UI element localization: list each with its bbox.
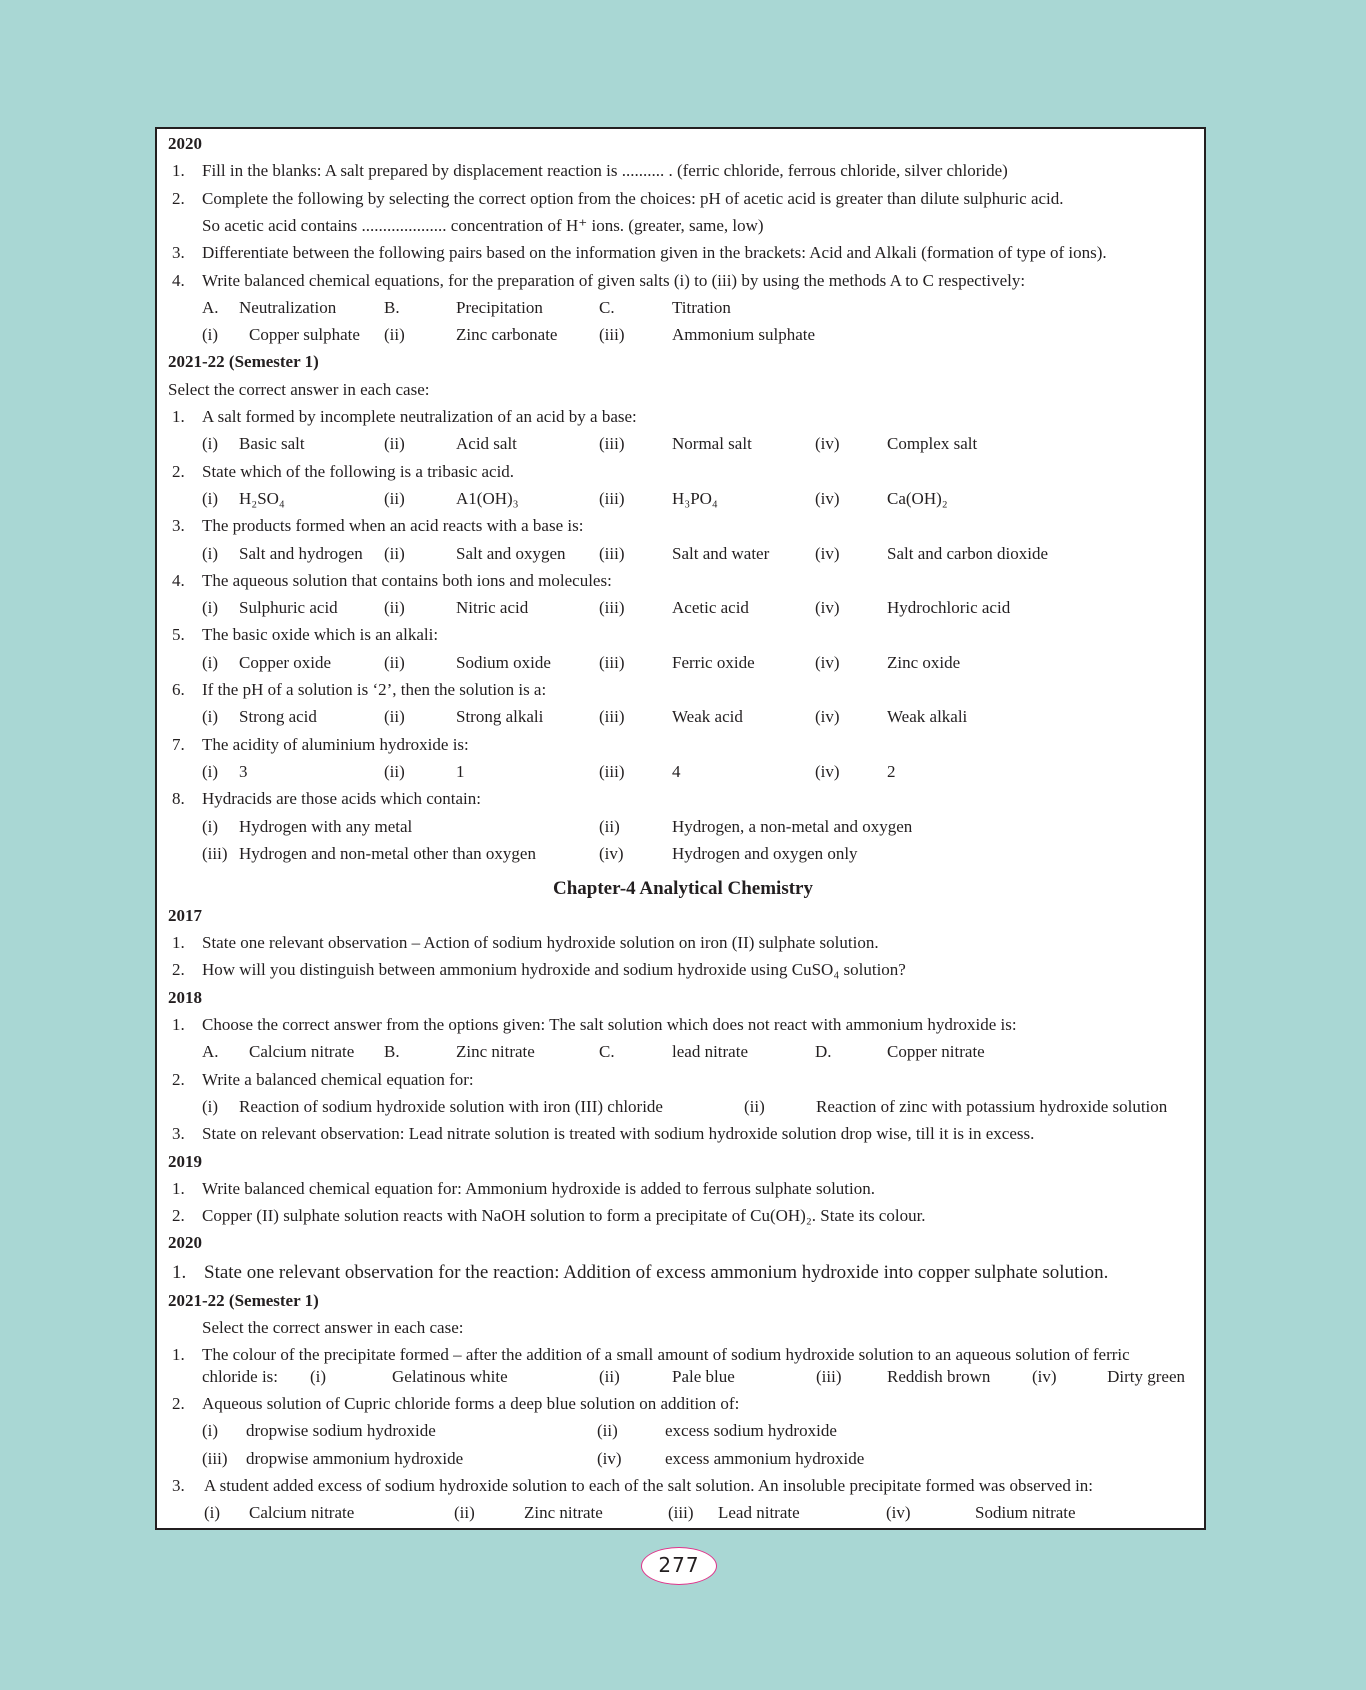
option-label: (iv) <box>599 843 624 863</box>
option-label: (iii) <box>202 843 228 863</box>
instruction-text: Select the correct answer in each case: <box>168 379 430 399</box>
option-text: chloride is: <box>202 1366 279 1386</box>
option-text: Weak acid <box>672 707 743 727</box>
option-text: Acid salt <box>456 434 517 454</box>
question-text: Complete the following by selecting the correct option from the choices: pH of acetic acid is greater than dilute sulphuric acid. <box>202 188 1064 208</box>
option-text: Hydrogen, a non-metal and oxygen <box>672 816 913 836</box>
question-number: 2. <box>172 1069 185 1089</box>
year-heading: 2021-22 (Semester 1) <box>168 352 319 372</box>
section-year-heading <box>0 1231 1366 1255</box>
option-text: Calcium nitrate <box>249 1503 355 1523</box>
question-text: The basic oxide which is an alkali: <box>202 625 439 645</box>
option-label: (iii) <box>816 1366 842 1386</box>
option-label: (iv) <box>815 761 840 781</box>
question-row <box>0 514 1366 538</box>
option-label: (ii) <box>384 488 405 508</box>
option-label: (ii) <box>599 816 620 836</box>
options-row <box>0 323 1366 347</box>
option-text: Calcium nitrate <box>249 1042 355 1062</box>
question-row <box>0 405 1366 429</box>
question-row <box>0 1316 1366 1340</box>
options-row <box>0 542 1366 566</box>
option-text: Hydrogen and non-metal other than oxygen <box>239 843 536 863</box>
option-label: A. <box>202 297 219 317</box>
option-label: (ii) <box>384 543 405 563</box>
option-text: Ferric oxide <box>672 652 755 672</box>
option-label: (iv) <box>597 1448 622 1468</box>
question-text: Hydracids are those acids which contain: <box>202 789 481 809</box>
options-row <box>0 1095 1366 1119</box>
question-text: A salt formed by incomplete neutralization of an acid by a base: <box>202 407 637 426</box>
options-row <box>0 1501 1366 1525</box>
question-number: 3. <box>172 243 185 263</box>
question-row <box>0 958 1366 982</box>
question-row <box>0 1392 1366 1416</box>
option-label: (iv) <box>815 488 840 508</box>
option-label: (iii) <box>599 598 625 618</box>
option-label: (ii) <box>454 1503 475 1523</box>
option-text: Lead nitrate <box>718 1503 800 1523</box>
options-row <box>0 705 1366 729</box>
option-text: Strong alkali <box>456 707 544 727</box>
options-row <box>0 815 1366 839</box>
question-text: How will you distinguish between ammonium hydroxide and sodium hydroxide using CuSO₄ solution? <box>202 960 906 980</box>
option-text: Copper nitrate <box>887 1042 985 1062</box>
option-text: excess sodium hydroxide <box>665 1421 837 1441</box>
section-year-heading <box>0 1150 1366 1174</box>
option-label: (ii) <box>384 325 405 345</box>
question-row <box>0 1343 1366 1367</box>
question-text: Select the correct answer in each case: <box>202 1318 464 1337</box>
question-text: If the pH of a solution is ‘2’, then the solution is a: <box>202 680 547 699</box>
option-label: (iii) <box>599 707 625 727</box>
option-text: dropwise ammonium hydroxide <box>246 1448 464 1468</box>
option-text: Strong acid <box>239 707 317 727</box>
option-text: 2 <box>887 761 896 781</box>
options-row <box>0 487 1366 511</box>
option-label: (iv) <box>815 543 840 563</box>
question-number: 3. <box>172 1124 185 1144</box>
question-text: A student added excess of sodium hydroxide solution to each of the salt solution. An insoluble precipitate formed was observed in: <box>204 1476 1094 1495</box>
question-number: 4. <box>172 570 185 590</box>
option-text: Hydrogen and oxygen only <box>672 843 858 863</box>
question-text: Aqueous solution of Cupric chloride forms a deep blue solution on addition of: <box>202 1394 740 1414</box>
section-year-heading <box>0 132 1366 156</box>
option-label: (i) <box>202 761 219 781</box>
option-label: (i) <box>202 434 219 454</box>
question-row <box>0 241 1366 265</box>
question-row <box>0 623 1366 647</box>
question-text: Write a balanced chemical equation for: <box>202 1069 474 1089</box>
option-label: C. <box>599 297 615 317</box>
option-text: Salt and hydrogen <box>239 543 363 563</box>
option-text: Neutralization <box>239 297 337 317</box>
option-label: (ii) <box>384 761 405 781</box>
question-number: 3. <box>172 1476 185 1495</box>
option-text: Pale blue <box>672 1366 735 1386</box>
question-text: The products formed when an acid reacts with a base is: <box>202 516 584 536</box>
question-text: State one relevant observation – Action of sodium hydroxide solution on iron (II) sulphate solution. <box>202 933 879 953</box>
options-row <box>0 1419 1366 1443</box>
option-text: Zinc nitrate <box>524 1503 603 1523</box>
year-heading: 2018 <box>168 987 202 1007</box>
option-label: (iii) <box>599 543 625 563</box>
section-year-heading <box>0 986 1366 1010</box>
option-label: (iii) <box>599 652 625 672</box>
question-row <box>0 931 1366 955</box>
question-row <box>0 1013 1366 1037</box>
option-label: (iii) <box>599 325 625 345</box>
option-label: (iv) <box>815 434 840 454</box>
option-label: (ii) <box>384 707 405 727</box>
question-text: Write balanced chemical equations, for the preparation of given salts (i) to (iii) by using the methods A to C respectively: <box>202 270 1026 290</box>
year-heading: 2020 <box>168 134 202 153</box>
option-label: (i) <box>202 598 219 618</box>
options-row <box>0 760 1366 784</box>
option-label: (iii) <box>202 1448 228 1468</box>
question-number: 6. <box>172 680 185 699</box>
chapter-heading <box>0 877 1366 901</box>
question-text: State which of the following is a tribasic acid. <box>202 461 515 481</box>
option-text: Normal salt <box>672 434 752 454</box>
options-row <box>0 1447 1366 1471</box>
section-year-heading <box>0 350 1366 374</box>
option-label: (iii) <box>599 488 625 508</box>
option-label: (i) <box>202 1096 219 1116</box>
question-row <box>0 678 1366 702</box>
options-row <box>0 1040 1366 1064</box>
option-label: (i) <box>310 1366 327 1386</box>
option-text: Copper oxide <box>239 652 332 672</box>
question-row <box>0 787 1366 811</box>
option-text: Nitric acid <box>456 598 529 618</box>
option-text: Zinc oxide <box>887 652 961 672</box>
option-label: (i) <box>202 1421 219 1441</box>
question-row <box>0 187 1366 211</box>
option-text: lead nitrate <box>672 1042 748 1062</box>
question-row <box>0 1177 1366 1201</box>
year-heading: 2017 <box>168 905 202 925</box>
option-label: (i) <box>204 1503 221 1523</box>
option-text: Titration <box>672 297 731 317</box>
question-text: Choose the correct answer from the options given: The salt solution which does not react with ammonium hydroxide is: <box>202 1015 1017 1034</box>
option-text: Hydrogen with any metal <box>239 816 413 836</box>
option-label: (ii) <box>384 434 405 454</box>
question-number: 2. <box>172 960 185 980</box>
option-label: (iv) <box>815 652 840 672</box>
option-label: C. <box>599 1042 615 1062</box>
option-text: Acetic acid <box>672 598 749 618</box>
option-label: (iii) <box>599 434 625 454</box>
option-label: (i) <box>202 543 219 563</box>
question-number: 2. <box>172 188 185 208</box>
option-label: (i) <box>202 652 219 672</box>
option-text: Reaction of sodium hydroxide solution with iron (III) chloride <box>239 1096 663 1116</box>
option-label: (i) <box>202 816 219 836</box>
option-text: Copper sulphate <box>249 325 360 345</box>
question-text: The colour of the precipitate formed – after the addition of a small amount of sodium hydroxide solution to an aqueous solution of ferric <box>202 1345 1130 1365</box>
option-text: Reaction of zinc with potassium hydroxide solution <box>816 1096 1168 1116</box>
option-text: Hydrochloric acid <box>887 598 1011 618</box>
options-row <box>0 842 1366 866</box>
option-text: A1(OH)₃ <box>456 488 519 508</box>
options-row <box>0 1365 1366 1389</box>
question-number: 1. <box>172 161 185 181</box>
question-text: Fill in the blanks: A salt prepared by displacement reaction is .......... . (ferric chloride, ferrous chloride, silver chloride) <box>202 161 1008 181</box>
option-text: H₃PO₄ <box>672 488 718 508</box>
option-text: Salt and water <box>672 543 770 563</box>
options-row <box>0 651 1366 675</box>
option-label: (ii) <box>599 1366 620 1386</box>
options-row <box>0 432 1366 456</box>
question-row <box>0 1261 1366 1285</box>
option-text: Zinc carbonate <box>456 325 558 345</box>
year-heading: 2019 <box>168 1151 202 1171</box>
year-heading: 2021-22 (Semester 1) <box>168 1290 319 1310</box>
page-number: 277 <box>641 1547 717 1585</box>
option-text: 4 <box>672 761 681 781</box>
option-text: Reddish brown <box>887 1366 991 1386</box>
option-text: Weak alkali <box>887 707 968 727</box>
option-label: (i) <box>202 325 219 345</box>
question-number: 1. <box>172 1015 185 1034</box>
question-row <box>0 460 1366 484</box>
question-row <box>0 1122 1366 1146</box>
question-row <box>0 1068 1366 1092</box>
option-text: dropwise sodium hydroxide <box>246 1421 436 1441</box>
question-row <box>0 733 1366 757</box>
question-number: 2. <box>172 1206 185 1226</box>
option-label: (iii) <box>599 761 625 781</box>
question-number: 2. <box>172 1394 185 1414</box>
question-text: State one relevant observation for the reaction: Addition of excess ammonium hydroxide into copper sulphate solution. <box>204 1262 1109 1284</box>
option-text: Gelatinous white <box>392 1366 508 1386</box>
option-text: H₂SO₄ <box>239 488 285 508</box>
option-text: Ammonium sulphate <box>672 325 816 345</box>
question-number: 1. <box>172 1262 187 1284</box>
option-label: B. <box>384 297 400 317</box>
option-label: (ii) <box>384 598 405 618</box>
question-number: 7. <box>172 734 185 754</box>
option-label: (iv) <box>886 1503 911 1523</box>
option-text: Dirty green <box>1107 1366 1185 1386</box>
question-text: Copper (II) sulphate solution reacts with NaOH solution to form a precipitate of Cu(OH)₂. State its colour. <box>202 1206 926 1226</box>
question-text: State on relevant observation: Lead nitrate solution is treated with sodium hydroxide solution drop wise, till it is in excess. <box>202 1124 1035 1144</box>
option-text: Sodium nitrate <box>975 1503 1076 1523</box>
option-label: (ii) <box>384 652 405 672</box>
option-text: Salt and carbon dioxide <box>887 543 1048 563</box>
question-number: 1. <box>172 407 185 426</box>
options-row <box>0 296 1366 320</box>
option-text: Sulphuric acid <box>239 598 338 618</box>
section-year-heading <box>0 904 1366 928</box>
option-label: (i) <box>202 488 219 508</box>
option-text: Ca(OH)₂ <box>887 488 948 508</box>
question-row <box>0 378 1366 402</box>
section-year-heading <box>0 1289 1366 1313</box>
question-row <box>0 569 1366 593</box>
option-label: (iv) <box>815 598 840 618</box>
option-label: (ii) <box>744 1096 765 1116</box>
option-text: 3 <box>239 761 248 781</box>
option-label: D. <box>815 1042 832 1062</box>
option-label: A. <box>202 1042 219 1062</box>
option-label: (iv) <box>1032 1366 1057 1386</box>
options-row <box>0 596 1366 620</box>
option-text: Complex salt <box>887 434 978 454</box>
question-row <box>0 159 1366 183</box>
option-text: Zinc nitrate <box>456 1042 535 1062</box>
question-number: 4. <box>172 270 185 290</box>
question-row <box>0 269 1366 293</box>
option-label: (ii) <box>597 1421 618 1441</box>
option-label: B. <box>384 1042 400 1062</box>
question-number: 1. <box>172 1178 185 1198</box>
option-text: Precipitation <box>456 297 543 317</box>
question-number: 1. <box>172 933 185 953</box>
option-text: Salt and oxygen <box>456 543 566 563</box>
chapter-title: Chapter-4 Analytical Chemistry <box>553 877 813 899</box>
option-text: 1 <box>456 761 465 781</box>
question-number: 3. <box>172 516 185 536</box>
option-text: Sodium oxide <box>456 652 551 672</box>
question-text: Write balanced chemical equation for: Ammonium hydroxide is added to ferrous sulphate solution. <box>202 1178 876 1198</box>
question-text: Differentiate between the following pairs based on the information given in the brackets: Acid and Alkali (formation of type of ions). <box>202 243 1107 263</box>
question-text: So acetic acid contains .................... concentration of H⁺ ions. (greater, same, low) <box>202 215 764 235</box>
option-text: excess ammonium hydroxide <box>665 1448 865 1468</box>
option-label: (i) <box>202 707 219 727</box>
question-number: 5. <box>172 625 185 645</box>
option-label: (iii) <box>668 1503 694 1523</box>
question-text: The acidity of aluminium hydroxide is: <box>202 734 469 754</box>
year-heading: 2020 <box>168 1233 202 1253</box>
question-number: 1. <box>172 1345 185 1365</box>
question-row <box>0 214 1366 238</box>
option-text: Basic salt <box>239 434 305 454</box>
question-row <box>0 1204 1366 1228</box>
question-text: The aqueous solution that contains both ions and molecules: <box>202 570 612 590</box>
question-number: 8. <box>172 789 185 809</box>
question-number: 2. <box>172 461 185 481</box>
option-label: (iv) <box>815 707 840 727</box>
question-row <box>0 1474 1366 1498</box>
